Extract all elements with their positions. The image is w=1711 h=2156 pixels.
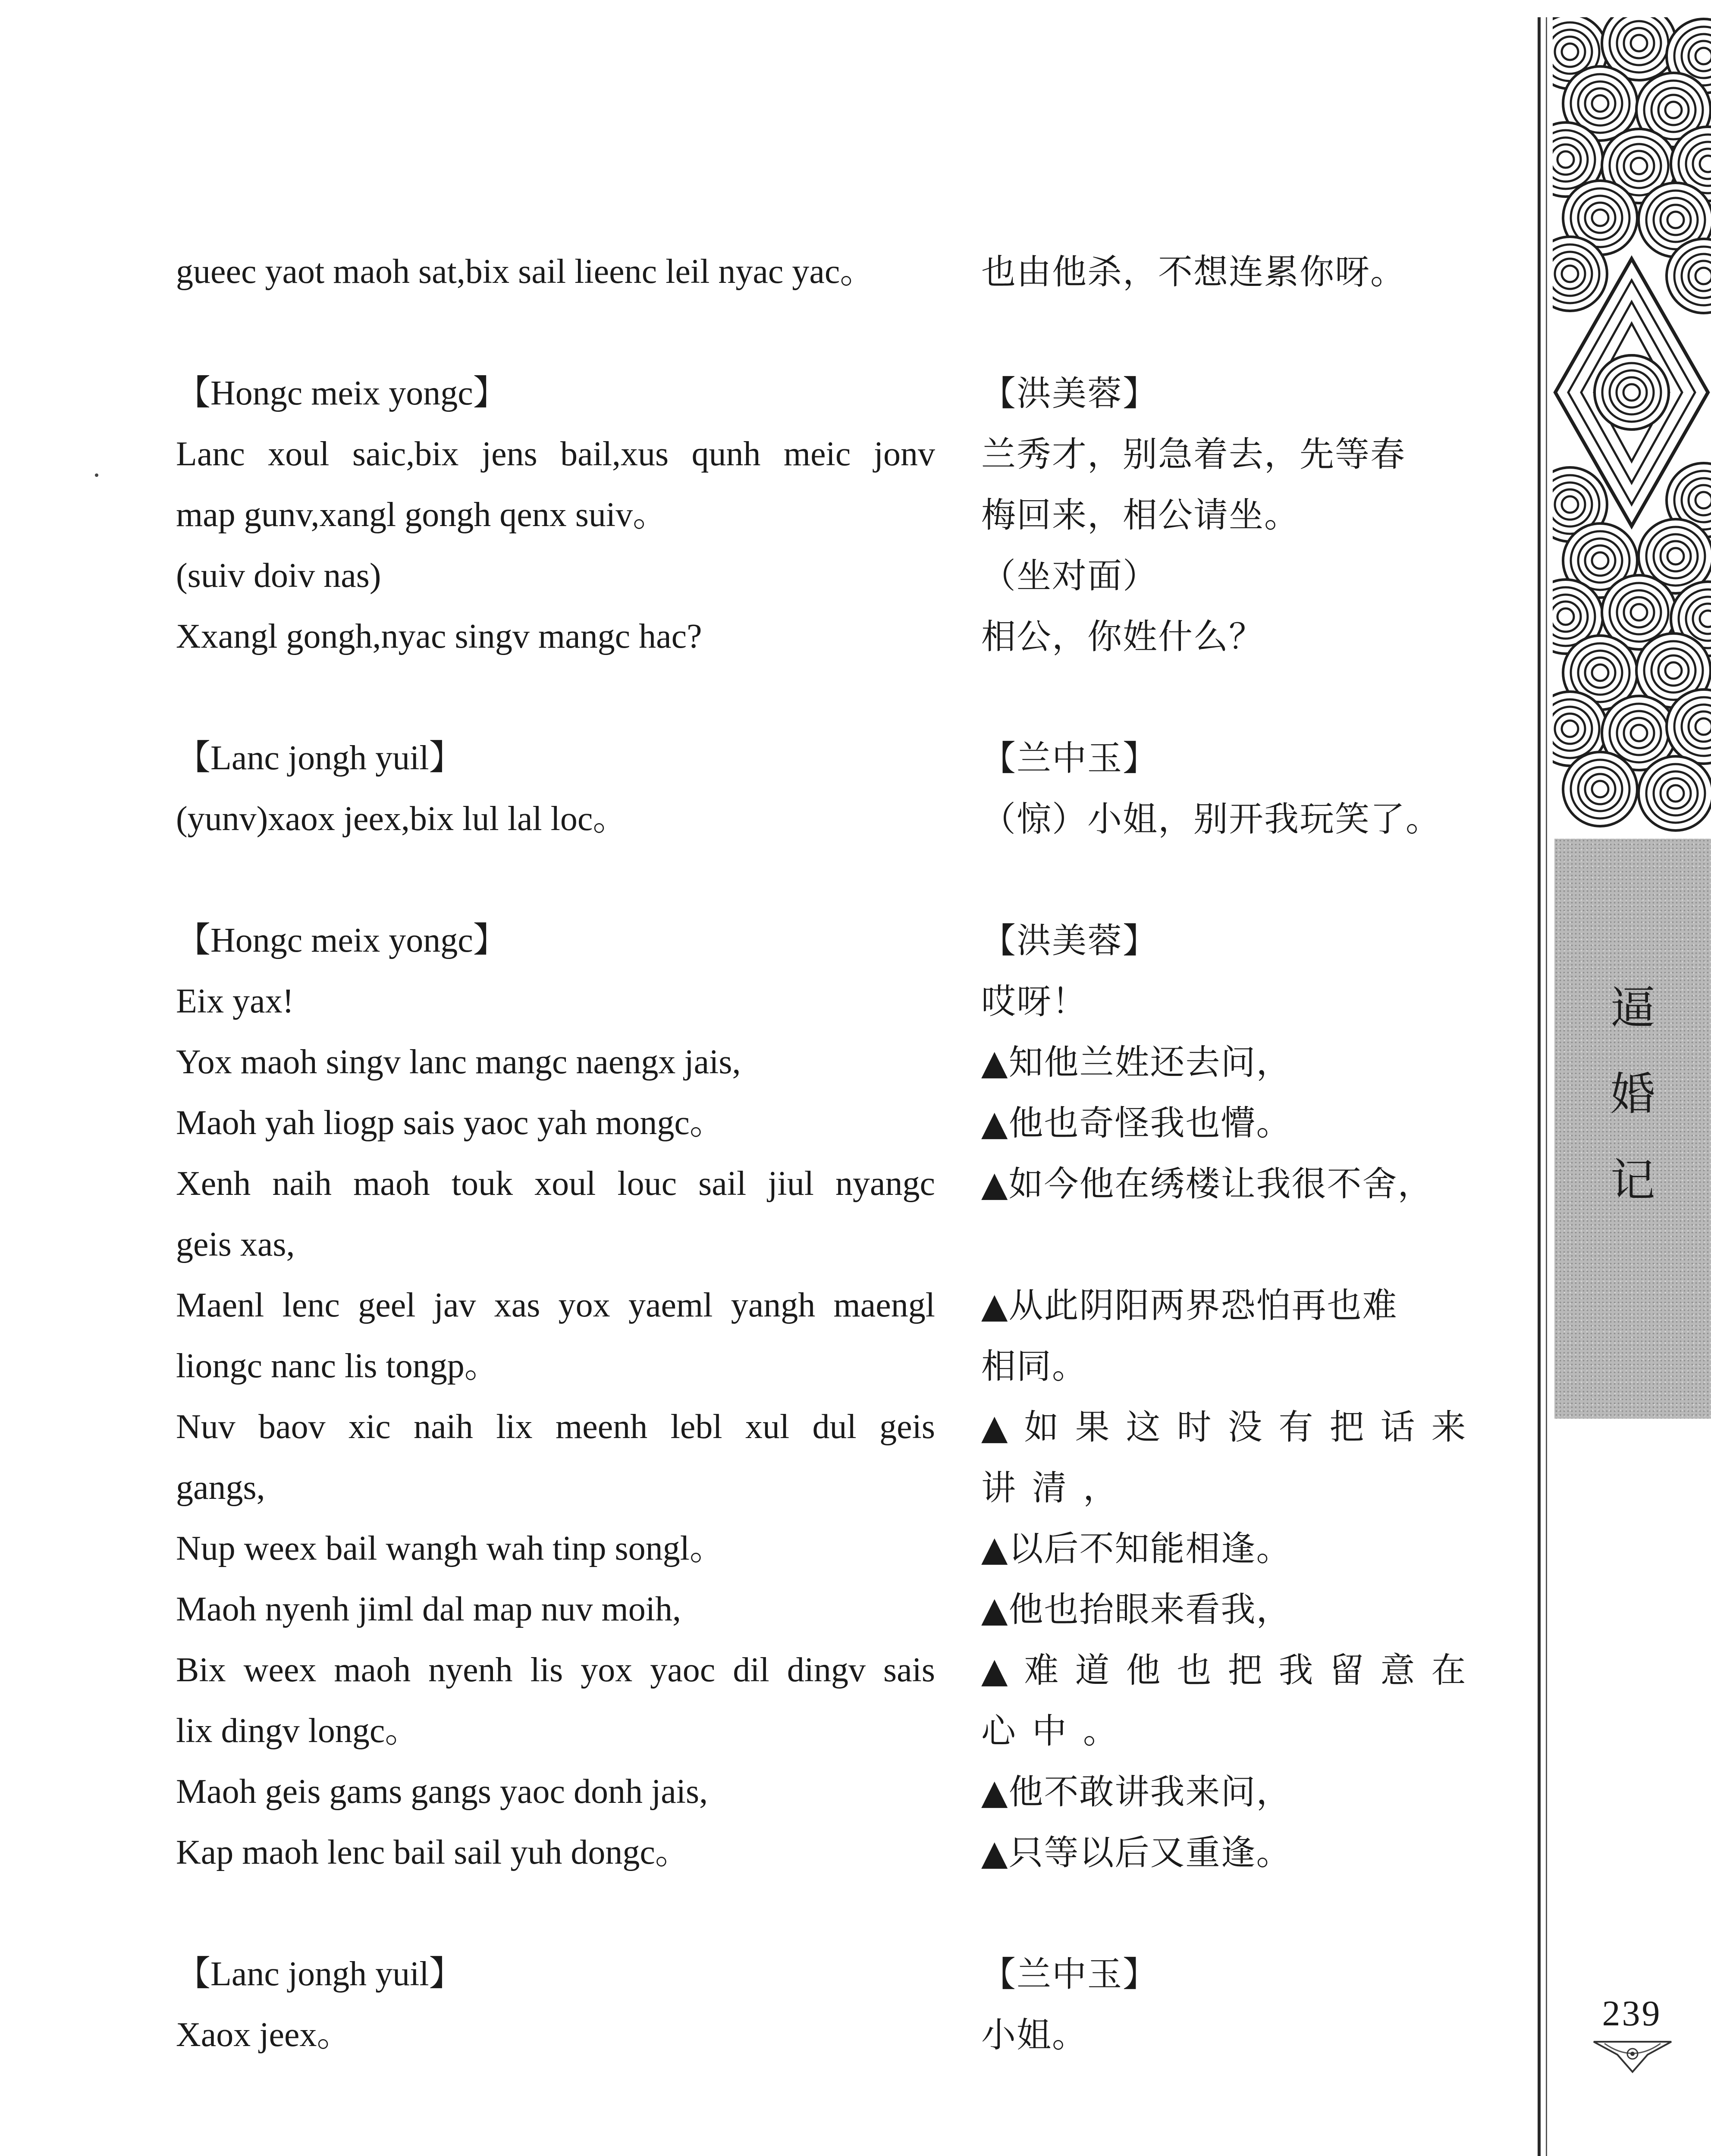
scan-speck: [95, 473, 98, 477]
zh-line: 讲清，: [981, 1468, 1134, 1508]
chapter-title-char: 婚: [1610, 1068, 1655, 1120]
zh-line: ▲知他兰姓还去问，: [981, 1042, 1292, 1082]
margin-rule: [1538, 17, 1541, 2156]
kam-line: Maoh geis gams gangs yaoc donh jais,: [176, 1773, 708, 1811]
speaker-label: 【Hongc meix yongc】: [176, 374, 508, 412]
kam-line: map gunv,xangl gongh qenx suiv。: [176, 496, 668, 534]
chapter-title-char: 记: [1610, 1154, 1655, 1206]
page-number-ornament: [1592, 2037, 1673, 2076]
speaker-label: 【洪美蓉】: [981, 373, 1158, 414]
zh-line: ▲如果这时没有把话来: [981, 1407, 1482, 1447]
decorative-pattern: [1553, 17, 1711, 832]
kam-line: Xaox jeex。: [176, 2016, 352, 2054]
chapter-tab: [1554, 839, 1711, 1419]
speaker-label: 【Lanc jongh yuil】: [176, 1955, 464, 1993]
kam-line: Maenl lenc geel jav xas yox yaeml yangh maengl: [176, 1286, 935, 1324]
stage-direction: (suiv doiv nas): [176, 557, 381, 595]
kam-line: geis xas,: [176, 1225, 295, 1263]
zh-line: 心中。: [981, 1711, 1134, 1751]
speaker-label: 【Hongc meix yongc】: [176, 921, 508, 959]
speaker-label: 【洪美蓉】: [981, 921, 1158, 961]
kam-line: Eix yax!: [176, 982, 294, 1020]
zh-line: ▲只等以后又重逢。: [981, 1833, 1292, 1873]
speaker-label: 【兰中玉】: [981, 738, 1158, 778]
zh-line: ▲他也奇怪我也懵。: [981, 1103, 1292, 1143]
kam-line: liongc nanc lis tongp。: [176, 1347, 499, 1385]
speaker-label: 【Lanc jongh yuil】: [176, 739, 464, 777]
zh-line: 相同。: [981, 1346, 1087, 1386]
kam-line: Kap maoh lenc bail sail yuh dongc。: [176, 1833, 690, 1871]
kam-line: Maoh nyenh jiml dal map nuv moih,: [176, 1590, 681, 1628]
kam-line: Nup weex bail wangh wah tinp songl。: [176, 1529, 724, 1567]
zh-line: （惊）小姐，别开我玩笑了。: [981, 799, 1441, 839]
zh-line: ▲以后不知能相逢。: [981, 1529, 1292, 1569]
kam-line: Xxangl gongh,nyac singv mangc hac?: [176, 617, 702, 655]
zh-line: 梅回来，相公请坐。: [981, 495, 1300, 535]
zh-line: ▲他也抬眼来看我，: [981, 1589, 1292, 1630]
zh-line: ▲如今他在绣楼让我很不舍，: [981, 1164, 1433, 1204]
kam-line: Yox maoh singv lanc mangc naengx jais,: [176, 1043, 741, 1081]
kam-line: lix dingv longc。: [176, 1712, 420, 1750]
zh-line: 小姐。: [981, 2015, 1087, 2055]
chinese-column: [981, 241, 1482, 2065]
zh-line: ▲从此阴阳两界恐怕再也难: [981, 1285, 1398, 1326]
zh-line: 相公，你姓什么？: [981, 617, 1264, 657]
page-number: 239: [1602, 1993, 1662, 2034]
stage-direction: （坐对面）: [981, 556, 1158, 596]
margin-rule: [1546, 17, 1547, 2156]
speaker-label: 【兰中玉】: [981, 1954, 1158, 1994]
kam-line: gangs,: [176, 1469, 265, 1507]
zh-line: 也由他杀，不想连累你呀。: [981, 252, 1406, 292]
kam-line: Lanc xoul saic,bix jens bail,xus qunh meic jonv: [176, 435, 935, 473]
kam-line: Nuv baov xic naih lix meenh lebl xul dul geis: [176, 1408, 935, 1446]
kam-line: (yunv)xaox jeex,bix lul lal loc。: [176, 800, 628, 838]
zh-line: [981, 1214, 1451, 1275]
kam-line: Bix weex maoh nyenh lis yox yaoc dil dingv sais: [176, 1651, 935, 1689]
chapter-title-char: 逼: [1610, 981, 1655, 1034]
zh-line: ▲难道他也把我留意在: [981, 1650, 1482, 1690]
zh-line: 兰秀才，别急着去，先等春: [981, 434, 1406, 474]
kam-column: [176, 241, 935, 2065]
zh-line: ▲他不敢讲我来问，: [981, 1772, 1292, 1812]
kam-line: gueec yaot maoh sat,bix sail lieenc leil nyac yac。: [176, 253, 875, 291]
chapter-title: [1554, 981, 1711, 1244]
zh-line: 哎呀！: [981, 981, 1087, 1022]
kam-line: Maoh yah liogp sais yaoc yah mongc。: [176, 1104, 724, 1142]
kam-line: Xenh naih maoh touk xoul louc sail jiul nyangc: [176, 1165, 935, 1203]
